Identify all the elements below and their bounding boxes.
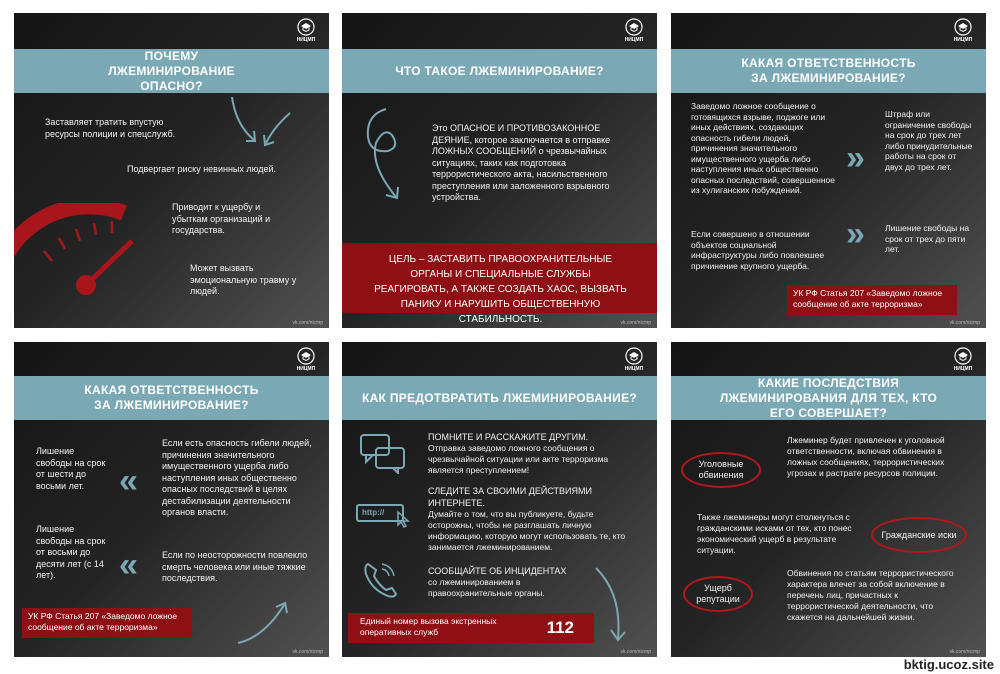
curved-arrow-icon	[592, 564, 632, 644]
nicmp-logo	[292, 18, 320, 43]
nicmp-logo	[949, 18, 977, 43]
law-reference: УК РФ Статья 207 «Заведомо ложное сообщение об акте терроризма»	[787, 285, 957, 315]
nicmp-logo	[620, 18, 648, 43]
watermark: vk.com/nicmp	[292, 320, 323, 326]
reason-risk: Подвергает риску невинных людей.	[127, 164, 276, 174]
reason-resources: Заставляет тратить впустую ресурсы полиции и спецслужб.	[45, 117, 176, 139]
card-prevention	[342, 342, 657, 657]
reason-damage: Приводит к ущербу и убыткам организаций и государства.	[172, 202, 271, 235]
arrows-doodle-icon	[224, 95, 294, 155]
card-title: ПОЧЕМУ ЛЖЕМИНИРОВАНИЕ ОПАСНО?	[14, 49, 329, 93]
emergency-number-label: Единый номер вызова экстренных оперативных служб	[360, 616, 497, 637]
tip-2-heading: СЛЕДИТЕ ЗА СВОИМИ ДЕЙСТВИЯМИ ИНТЕРНЕТЕ.	[428, 486, 592, 508]
chevron-right-icon: »	[846, 139, 865, 177]
criminal-charges-text: Лжеминер будет привлечен к уголовной ответственности, включая обвинения в ложных сообщениях, террористических угрозах и растрате ресурсов полиции.	[787, 435, 945, 478]
civil-suits-text: Также лжеминеры могут столкнуться с гражданскими исками от тех, кто понес экономический ущерб в результате ситуации.	[697, 512, 852, 555]
logo-text: НИЦМП	[624, 37, 644, 43]
tip-2-text: Думайте о том, что вы публикуете, будьте осторожны, чтобы не разглашать личную информацию, которую могут использовать те, кто занимается лжеминированием.	[428, 509, 626, 552]
http-label: http://	[362, 508, 385, 517]
civil-suits-oval: Гражданские иски	[871, 517, 967, 553]
emergency-number-banner	[348, 613, 594, 643]
penalty-6-8-text: Лишение свободы на срок от шести до восьми лет.	[36, 446, 106, 491]
phone-icon	[362, 560, 400, 600]
card-responsibility-2	[14, 342, 329, 657]
card-title: КАКАЯ ОТВЕТСТВЕННОСТЬ ЗА ЛЖЕМИНИРОВАНИЕ?	[671, 49, 986, 93]
nicmp-logo	[292, 347, 320, 372]
criminal-charges-oval: Уголовные обвинения	[681, 452, 761, 488]
penalty-aggravated-text: Лишение свободы на срок от трех до пяти лет.	[885, 223, 970, 254]
card-title: КАКИЕ ПОСЛЕДСТВИЯ ЛЖЕМИНИРОВАНИЯ ДЛЯ ТЕХ, КТО ЕГО СОВЕРШАЕТ?	[671, 376, 986, 420]
reason-trauma: Может вызвать эмоциональную травму у людей.	[190, 263, 297, 296]
watermark: vk.com/nicmp	[292, 649, 323, 655]
nicmp-logo	[620, 347, 648, 372]
penalty-8-10-text: Лишение свободы на срок от восьми до десяти лет (с 14 лет).	[36, 524, 106, 580]
condition-danger-text: Если есть опасность гибели людей, причинения значительного имущественного ущерба либо наступления иных общественно опасных последствий в целях дестабилизации деятельности органов власти.	[162, 438, 312, 517]
penalty-text: Штраф или ограничение свободы на срок до трех лет либо принудительные работы на срок от двух до трех лет.	[885, 109, 973, 172]
speedometer-icon	[14, 203, 139, 328]
card-title: ЧТО ТАКОЕ ЛЖЕМИНИРОВАНИЕ?	[342, 49, 657, 93]
card-title: КАКАЯ ОТВЕТСТВЕННОСТЬ ЗА ЛЖЕМИНИРОВАНИЕ?	[14, 376, 329, 420]
card-consequences	[671, 342, 986, 657]
tip-3-heading: СООБЩАЙТЕ ОБ ИНЦИДЕНТАХ	[428, 566, 567, 576]
card-responsibility-1	[671, 13, 986, 328]
loop-arrow-icon	[356, 105, 411, 205]
tip-3-text: со лжеминированием в правоохранительные органы.	[428, 577, 545, 598]
watermark: vk.com/nicmp	[620, 320, 651, 326]
chat-bubbles-icon	[360, 434, 406, 474]
offense-aggravated-text: Если совершено в отношении объектов социальной инфраструктуры либо повлекшее причинение крупного ущерба.	[691, 229, 825, 271]
logo-text: НИЦМП	[296, 37, 316, 43]
card-what-is	[342, 13, 657, 328]
condition-death-text: Если по неосторожности повлекло смерть человека или иные тяжкие последствия.	[162, 550, 308, 583]
reputation-damage-oval: Ущерб репутации	[683, 576, 753, 612]
law-reference: УК РФ Статья 207 «Заведомо ложное сообщение об акте терроризма»	[22, 608, 192, 638]
offense-text: Заведомо ложное сообщение о готовящихся взрыве, поджоге или иных действиях, создающих опасность гибели людей, причинения значительного имущественного ущерба либо наступления иных общественно опасных последствий, совершенное из хулиганских побуждений.	[691, 101, 835, 195]
logo-text: НИЦМП	[953, 366, 973, 372]
tip-1-heading: ПОМНИТЕ И РАССКАЖИТЕ ДРУГИМ.	[428, 432, 589, 442]
logo-text: НИЦМП	[296, 366, 316, 372]
tip-1-text: Отправка заведомо ложного сообщения о чрезвычайной ситуации или акте терроризма является преступлением!	[428, 443, 609, 475]
watermark: vk.com/nicmp	[949, 649, 980, 655]
logo-text: НИЦМП	[953, 37, 973, 43]
card-title: КАК ПРЕДОТВРАТИТЬ ЛЖЕМИНИРОВАНИЕ?	[342, 376, 657, 420]
nicmp-logo	[949, 347, 977, 372]
reputation-damage-text: Обвинения по статьям террористического характера влечет за собой включение в перечень лиц, причастных к террористической деятельности, что скажется на дальнейшей жизни.	[787, 568, 954, 622]
curved-arrow-icon	[234, 597, 294, 647]
definition-text: Это ОПАСНОЕ И ПРОТИВОЗАКОННОЕ ДЕЯНИЕ, которое заключается в отправке ЛОЖНЫХ СООБЩЕНИЙ о чрезвычайных ситуациях, таких как подготовка террористического акта, насильственного преступления или заложенного взрывного устройства.	[432, 123, 611, 202]
watermark: vk.com/nicmp	[949, 320, 980, 326]
watermark: vk.com/nicmp	[620, 649, 651, 655]
emergency-number: 112	[546, 618, 574, 637]
site-watermark: bktig.ucoz.site	[903, 657, 994, 672]
card-why-dangerous	[14, 13, 329, 328]
chevron-left-icon: «	[119, 462, 138, 500]
chevron-left-icon: «	[119, 546, 138, 584]
chevron-right-icon: »	[846, 215, 865, 253]
cursor-icon	[396, 510, 410, 528]
logo-text: НИЦМП	[624, 366, 644, 372]
goal-banner: ЦЕЛЬ – ЗАСТАВИТЬ ПРАВООХРАНИТЕЛЬНЫЕ ОРГАНЫ И СПЕЦИАЛЬНЫЕ СЛУЖБЫ РЕАГИРОВАТЬ, А ТАКЖЕ СОЗДАТЬ ХАОС, ВЫЗВАТЬ ПАНИКУ И НАРУШИТЬ ОБЩЕСТВЕННУЮ СТАБИЛЬНОСТЬ.	[342, 243, 657, 313]
